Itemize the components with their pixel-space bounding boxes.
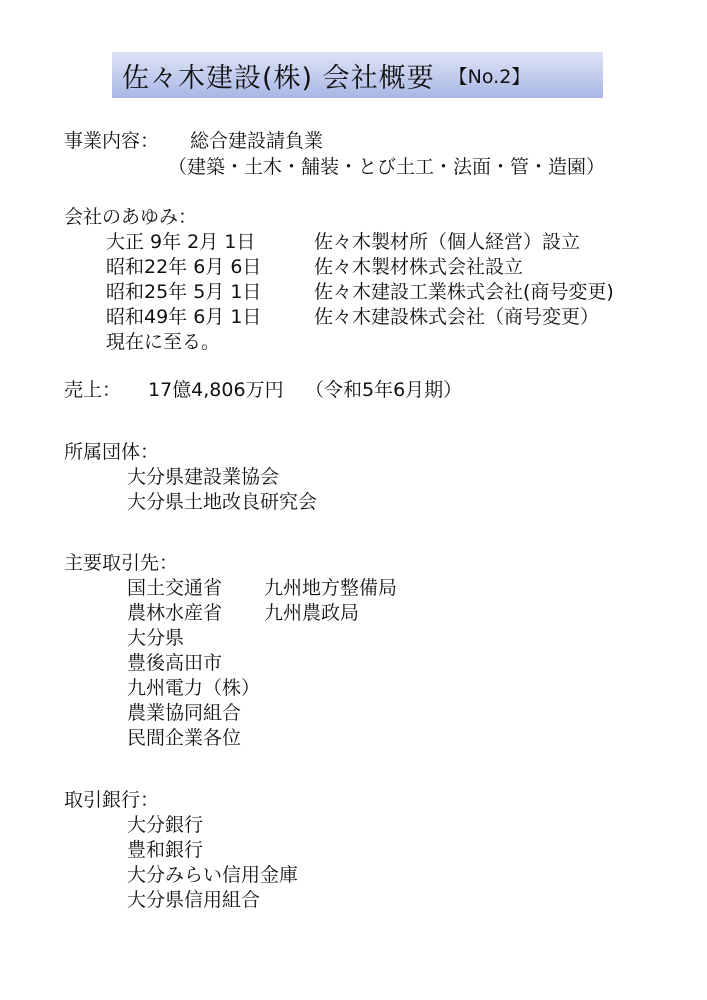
bank-item: 大分銀行 — [127, 814, 204, 836]
client-name: 大分県 — [127, 627, 185, 649]
bank-item: 大分県信用組合 — [127, 889, 261, 911]
association-item: 大分県建設業協会 — [127, 466, 280, 488]
clients-label: 主要取引先： — [64, 552, 179, 574]
banks-label: 取引銀行： — [64, 789, 160, 811]
history-event: 佐々木建設工業株式会社(商号変更) — [314, 281, 614, 303]
sales-label: 売上： — [64, 379, 122, 401]
client-name: 民間企業各位 — [127, 727, 242, 749]
history-date: 昭和25年 5月 1日 — [106, 281, 262, 303]
client-name: 九州電力（株） — [127, 677, 261, 699]
title-banner — [112, 52, 603, 98]
client-name: 農業協同組合 — [127, 702, 242, 724]
history-date: 昭和49年 6月 1日 — [106, 306, 262, 328]
client-name: 農林水産省 — [127, 602, 223, 624]
history-date: 大正 9年 2月 1日 — [106, 231, 256, 253]
client-name: 国土交通省 — [127, 577, 223, 599]
bank-item: 大分みらい信用金庫 — [127, 864, 299, 886]
history-event: 佐々木建設株式会社（商号変更） — [314, 306, 600, 328]
association-item: 大分県土地改良研究会 — [127, 491, 318, 513]
client-sub: 九州地方整備局 — [264, 577, 398, 599]
business-detail: （建築・土木・舗装・とび土工・法面・管・造園） — [168, 156, 606, 178]
sales-period: （令和5年6月期） — [305, 379, 463, 401]
client-name: 豊後高田市 — [127, 652, 223, 674]
business-value: 総合建設請負業 — [190, 130, 324, 152]
history-event: 佐々木製材所（個人経営）設立 — [314, 231, 581, 253]
business-label: 事業内容： — [64, 130, 160, 152]
bank-item: 豊和銀行 — [127, 839, 204, 861]
page-title: 佐々木建設(株) 会社概要 — [122, 62, 435, 94]
history-label: 会社のあゆみ： — [64, 206, 198, 228]
page-number: 【No.2】 — [448, 65, 531, 88]
associations-label: 所属団体： — [64, 441, 160, 463]
sales-value: 17億4,806万円 — [148, 379, 284, 401]
client-sub: 九州農政局 — [264, 602, 360, 624]
history-closing: 現在に至る。 — [106, 331, 221, 353]
history-date: 昭和22年 6月 6日 — [106, 256, 262, 278]
history-event: 佐々木製材株式会社設立 — [314, 256, 524, 278]
